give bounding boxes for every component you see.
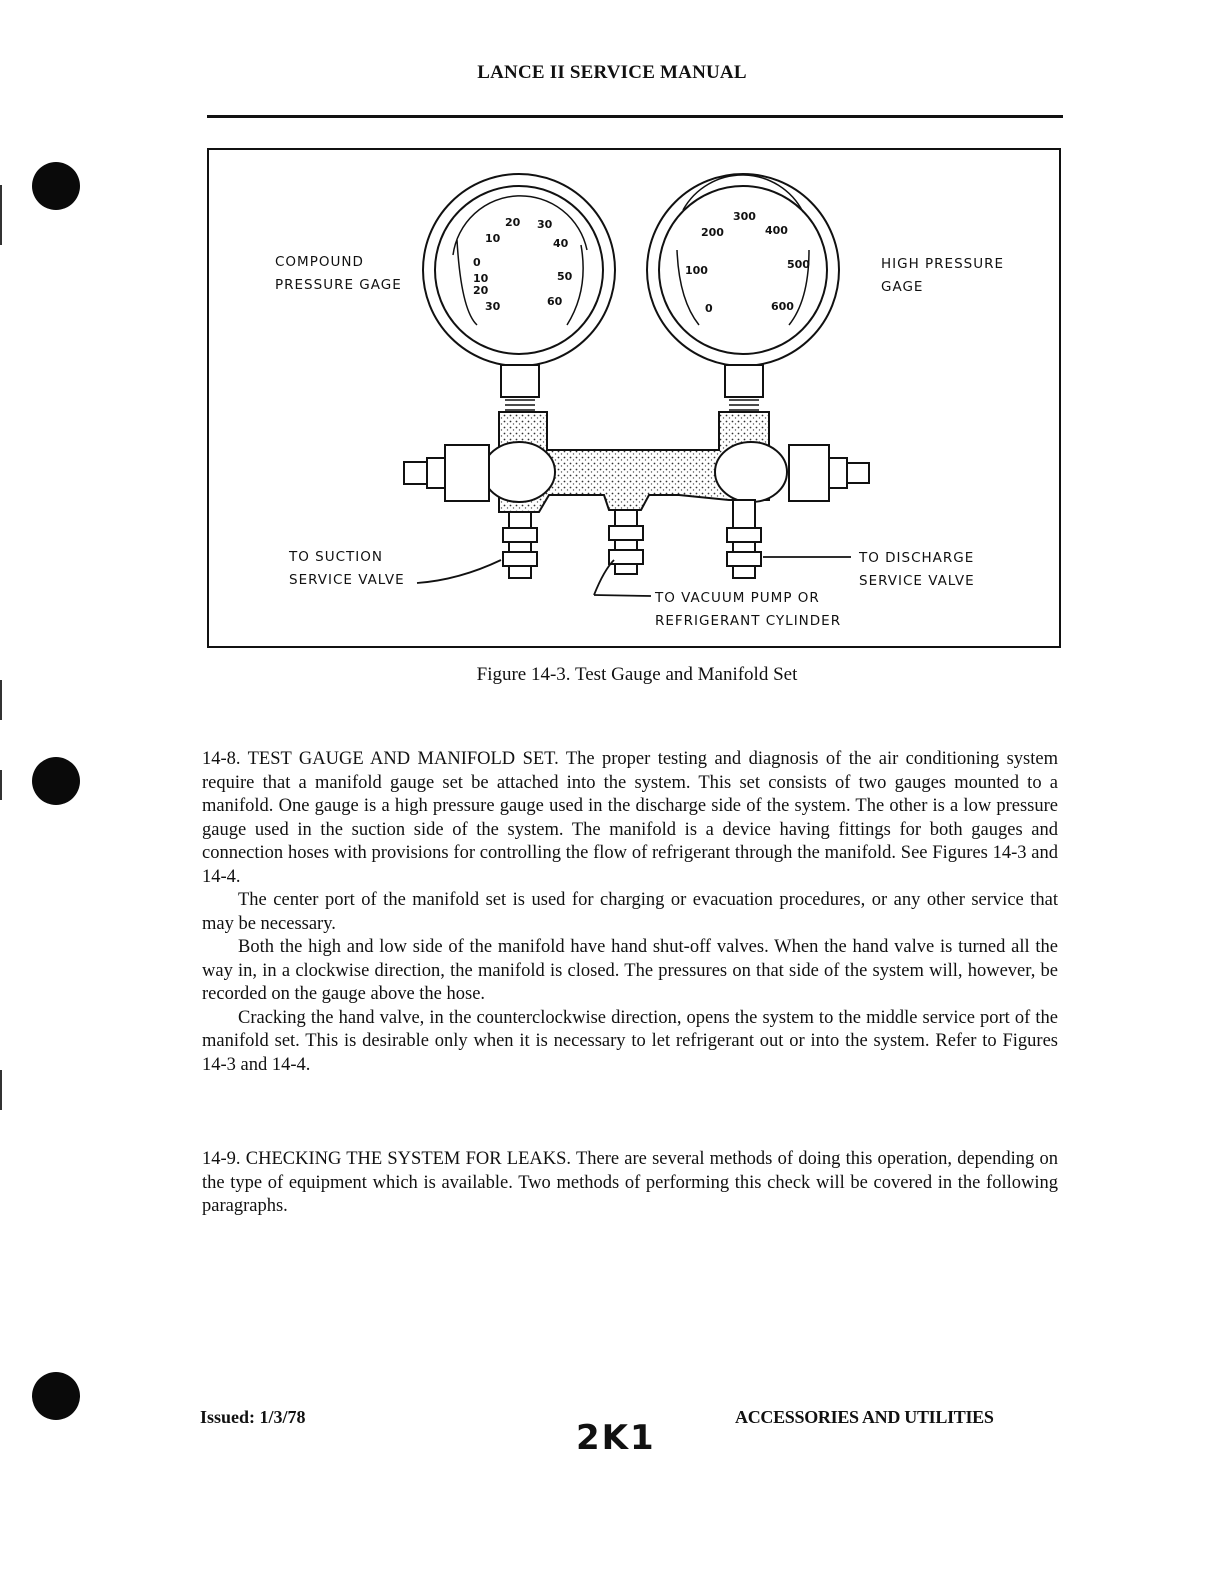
left-valve-housing xyxy=(483,442,555,502)
label-compound-gage: COMPOUND PRESSURE GAGE xyxy=(275,254,402,293)
scale-tick: 0 xyxy=(705,302,713,315)
section-14-8 xyxy=(202,748,1058,1077)
scale-tick: 60 xyxy=(547,295,563,308)
right-valve-housing xyxy=(715,442,787,502)
high-scale xyxy=(685,210,810,315)
paragraph-text: Both the high and low side of the manifold have hand shut-off valves. When the hand valve is turned all the way in, in a clockwise direction, the manifold is closed. The pressures on that side of the system will, however, be recorded on the gauge above the hose. xyxy=(202,937,1058,1004)
high-gauge-bezel xyxy=(647,174,839,366)
scan-edge-mark xyxy=(0,770,2,800)
figure-caption: Figure 14-3. Test Gauge and Manifold Set xyxy=(476,664,798,685)
scale-tick: 30 xyxy=(485,300,501,313)
scale-tick: 100 xyxy=(685,264,708,277)
scale-tick: 300 xyxy=(733,210,756,223)
scale-tick: 500 xyxy=(787,258,810,271)
scale-tick: 20 xyxy=(505,216,521,229)
compound-gauge-bezel xyxy=(423,174,615,366)
label-discharge-service-valve: TO DISCHARGE SERVICE VALVE xyxy=(859,550,975,589)
punch-hole xyxy=(32,1372,80,1420)
bottom-ports xyxy=(503,500,761,578)
scale-tick: 200 xyxy=(701,226,724,239)
scale-tick: 10 xyxy=(473,272,489,285)
scan-edge-mark xyxy=(0,185,2,245)
footer-section-name: ACCESSORIES AND UTILITIES xyxy=(735,1407,994,1427)
paragraph-text: The proper testing and diagnosis of the air conditioning system require that a manifold gauge set be attached into the system. This set consists of two gauges mounted to a manifold. One gauge is a high pressure gauge used in the discharge side of the system. The other is a low pressure gauge used in the suction side of the system. The manifold is a device having fittings for both gauges and connection hoses with provisions for controlling the flow of refrigerant through the manifold. See Figures 14-3 and 14-4. xyxy=(202,749,1058,887)
scale-tick: 600 xyxy=(771,300,794,313)
vacuum-leader xyxy=(594,560,614,595)
scan-edge-mark xyxy=(0,1070,2,1110)
scale-tick: 0 xyxy=(473,256,481,269)
compound-scale xyxy=(473,216,573,313)
header-rule xyxy=(207,115,1063,118)
scale-tick: 50 xyxy=(557,270,573,283)
scan-edge-mark xyxy=(0,680,2,720)
scale-tick: 40 xyxy=(553,237,569,250)
scale-tick: 20 xyxy=(473,284,489,297)
paragraph-text: There are several methods of doing this operation, depending on the type of equipment which is available. Two methods of performing this check will be covered in the following paragraphs. xyxy=(202,1149,1058,1216)
page-header-title: LANCE II SERVICE MANUAL xyxy=(477,62,747,83)
label-suction-service-valve: TO SUCTION SERVICE VALVE xyxy=(289,549,405,588)
section-heading: 14-8. TEST GAUGE AND MANIFOLD SET. xyxy=(202,749,559,769)
label-vacuum-pump: TO VACUUM PUMP OR REFRIGERANT CYLINDER xyxy=(655,590,842,629)
footer-page-code: 2K1 xyxy=(576,1418,656,1458)
right-hand-valve xyxy=(789,445,829,501)
paragraph-text: Cracking the hand valve, in the counterclockwise direction, opens the system to the middle service port of the manifold set. This is desirable only when it is necessary to let refrigerant out or into the system. Refer to Figures 14-3 and 14-4. xyxy=(202,1007,1058,1075)
punch-hole xyxy=(32,162,80,210)
suction-leader xyxy=(417,560,501,583)
figure-frame xyxy=(207,148,1061,648)
left-hand-valve xyxy=(445,445,489,501)
footer-issued-date: Issued: 1/3/78 xyxy=(200,1407,306,1427)
scale-tick: 400 xyxy=(765,224,788,237)
scale-tick: 30 xyxy=(537,218,553,231)
paragraph-text: The center port of the manifold set is used for charging or evacuation procedures, or any other service that may be necessary. xyxy=(202,890,1058,934)
punch-hole xyxy=(32,757,80,805)
scale-tick: 10 xyxy=(485,232,501,245)
label-high-pressure-gage: HIGH PRESSURE GAGE xyxy=(881,256,1005,295)
section-heading: 14-9. CHECKING THE SYSTEM FOR LEAKS. xyxy=(202,1149,572,1169)
section-14-9 xyxy=(202,1148,1058,1219)
